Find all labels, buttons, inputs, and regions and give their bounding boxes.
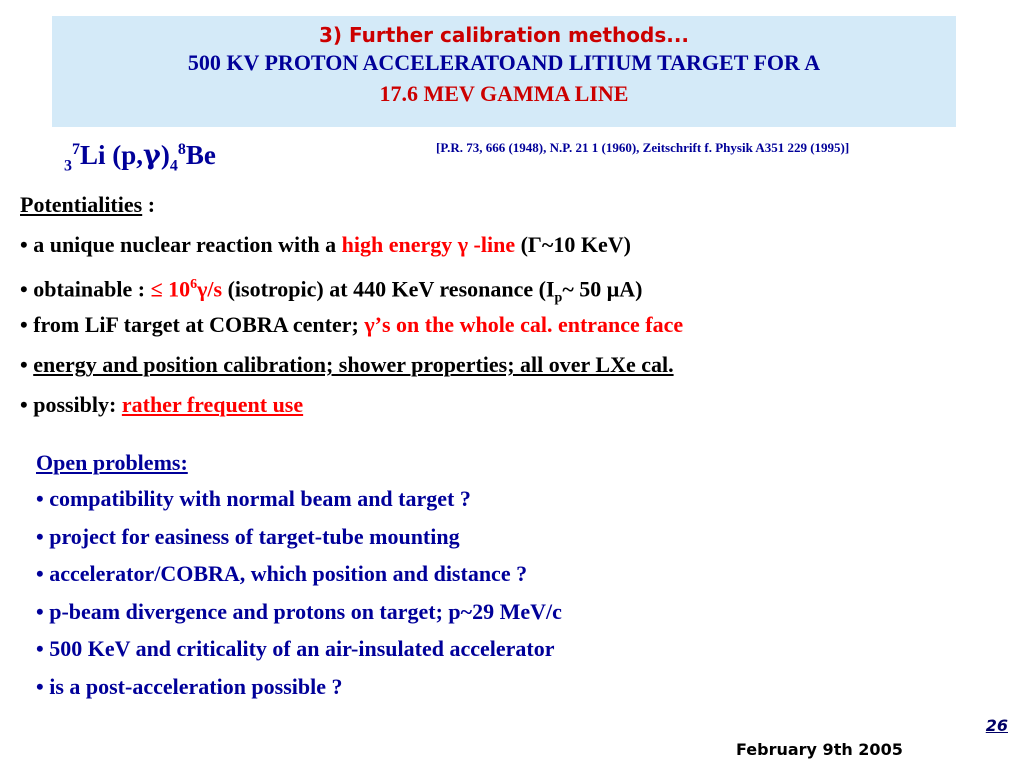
page-number: 26 — [985, 716, 1008, 735]
be-atomic-number: 4 — [169, 157, 178, 175]
bullet-text-mid: (isotropic) at 440 KeV resonance (I — [222, 276, 555, 302]
bullet-highlight-rate: ≤ 10 — [150, 276, 191, 302]
slide-subtitle: 500 KV PROTON ACCELERATOAND LITIUM TARGET FOR A — [187, 50, 821, 75]
gamma-symbol: γ — [143, 140, 161, 171]
bullet-text: possibly: — [27, 392, 122, 417]
list-item: • compatibility with normal beam and target ? — [36, 486, 471, 511]
potentialities-list — [20, 230, 683, 430]
bullet-text-end: (Γ~10 KeV) — [515, 232, 631, 257]
li-mass-number: 7 — [72, 141, 80, 158]
slide-subtitle-line: 17.6 MEV GAMMA LINE — [379, 81, 629, 106]
open-problems — [36, 448, 562, 710]
list-item: • accelerator/COBRA, which position and distance ? — [36, 561, 528, 587]
list-item: • is a post-acceleration possible ? — [36, 673, 343, 699]
bullet-highlight: high energy γ -line — [341, 232, 516, 257]
reaction-close: ) — [160, 140, 170, 170]
references: [P.R. 73, 666 (1948), N.P. 21 1 (1960), Zeitschrift f. Physik A351 229 (1995)] — [436, 140, 850, 155]
bullet-highlight-exponent: 6 — [190, 277, 198, 292]
list-item: • p-beam divergence and protons on target; p~29 MeV/c — [36, 598, 562, 624]
potentialities-colon: : — [142, 192, 156, 217]
bullet-underlined-text: energy and position calibration; shower properties; all over LXe cal. — [33, 352, 674, 377]
li-atomic-number: 3 — [64, 157, 72, 175]
list-item: • project for easiness of target-tube mounting — [36, 523, 460, 549]
list-item: • 500 KeV and criticality of an air-insulated accelerator — [36, 636, 555, 662]
bullet-dot: • — [20, 232, 28, 257]
nuclear-reaction — [64, 140, 216, 175]
potentialities-heading — [20, 192, 155, 218]
li-core: Li (p, — [80, 140, 144, 170]
bullet-dot: • — [20, 312, 28, 337]
bullet-unique-reaction — [20, 230, 683, 270]
bullet-lif-target — [20, 310, 683, 350]
bullet-highlight-unit: γ/s — [197, 276, 223, 302]
slide-title: 3) Further calibration methods... — [318, 23, 690, 47]
bullet-calibration — [20, 350, 683, 390]
bullet-subscript: p — [554, 290, 563, 306]
be-mass-number: 8 — [177, 141, 186, 158]
bullet-text: obtainable : — [27, 276, 151, 302]
bullet-highlight: γ’s on the whole cal. entrance face — [364, 312, 684, 337]
be-element: Be — [185, 140, 216, 170]
bullet-text-end: ~ 50 μA) — [562, 276, 643, 302]
title-box — [52, 16, 956, 127]
potentialities-heading-text: Potentialities — [20, 192, 143, 217]
bullet-text: a unique nuclear reaction with a — [27, 232, 342, 257]
bullet-text: from LiF target at COBRA center; — [27, 312, 365, 337]
bullet-highlight: rather frequent use — [121, 392, 304, 417]
footer-date: February 9th 2005 — [736, 740, 903, 759]
bullet-dot: • — [20, 352, 28, 377]
bullet-dot: • — [20, 392, 28, 417]
bullet-obtainable — [20, 270, 683, 310]
bullet-possibly — [20, 390, 683, 430]
open-problems-heading: Open problems: — [36, 450, 188, 475]
bullet-dot: • — [20, 276, 28, 302]
